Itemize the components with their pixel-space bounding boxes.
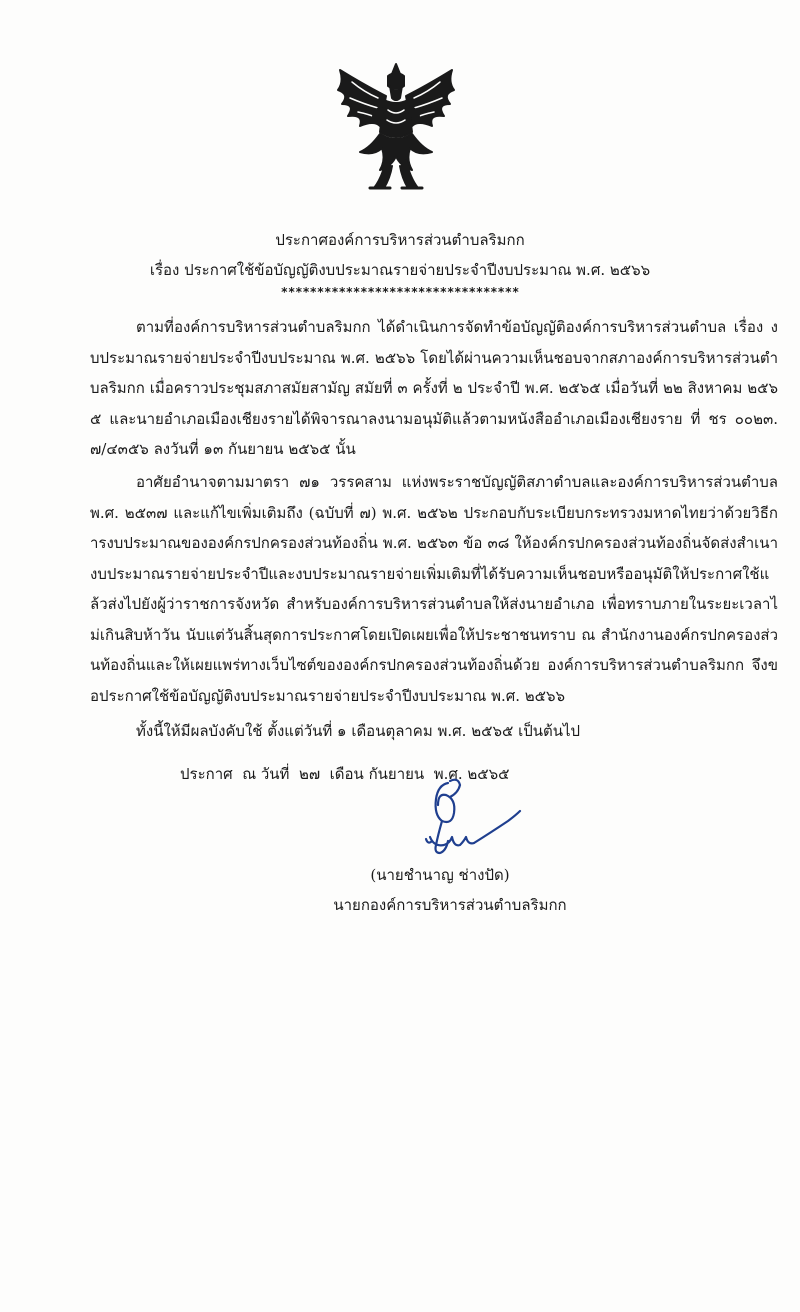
body-paragraph-2: อาศัยอำนาจตามมาตรา ๗๑ วรรคสาม แห่งพระราชบัญญัติสภาตำบลและองค์การบริหารส่วนตำบล พ.ศ. ๒๕๓๗ และแก้ไขเพิ่มเติมถึง (ฉบับที่ ๗) พ.ศ. ๒๕๖๒ ประกอบกับระเบียบกระทรวงมหาดไทยว่าด้วยวิธีการงบประมาณขององค์กรปกครองส่วนท้องถิ่น พ.ศ. ๒๕๖๓ ข้อ ๓๘ ให้องค์กรปกครองส่วนท้องถิ่นจัดส่งสำเนางบประมาณรายจ่ายประจำปีและงบประมาณรายจ่ายเพิ่มเติมที่ได้รับความเห็นชอบหรืออนุมัติให้ประกาศใช้แล้วส่งไปยังผู้ว่าราชการจังหวัด สำหรับองค์การบริหารส่วนตำบลให้ส่งนายอำเภอ เพื่อทราบภายในระยะเวลาไม่เกินสิบห้าวัน นับแต่วันสิ้นสุดการประกาศโดยเปิดเผยเพื่อให้ประชาชนทราบ ณ สำนักงานองค์กรปกครองส่วนท้องถิ่นและให้เผยแพร่ทางเว็บไซต์ขององค์กรปกครองส่วนท้องถิ่นด้วย องค์การบริหารส่วนตำบลริมกก จึงขอประกาศใช้ข้อบัญญัติงบประมาณรายจ่ายประจำปีงบประมาณ พ.ศ. ๒๕๖๖ [90,473,778,705]
announcement-heading: ประกาศองค์การบริหารส่วนตำบลริมกก [275,231,525,249]
announcement-date: ประกาศ ณ วันที่ ๒๗ เดือน กันยายน พ.ศ. ๒๕๖๕ [180,765,510,783]
effective-date-paragraph: ทั้งนี้ให้มีผลบังคับใช้ ตั้งแต่วันที่ ๑ เดือนตุลาคม พ.ศ. ๒๕๖๕ เป็นต้นไป [136,722,581,740]
signer-position: นายกองค์การบริหารส่วนตำบลริมกก [333,896,567,914]
star-separator: ********************************* [280,285,520,299]
signer-name: (นายชำนาญ ช่างปัด) [370,866,510,884]
body-paragraph-1: ตามที่องค์การบริหารส่วนตำบลริมกก ได้ดำเนินการจัดทำข้อบัญญัติองค์การบริหารส่วนตำบล เรื่อง งบประมาณรายจ่ายประจำปีงบประมาณ พ.ศ. ๒๕๖๖ โดยได้ผ่านความเห็นชอบจากสภาองค์การบริหารส่วนตำบลริมกก เมื่อคราวประชุมสภาสมัยสามัญ สมัยที่ ๓ ครั้งที่ ๒ ประจำปี พ.ศ. ๒๕๖๕ เมื่อวันที่ ๒๒ สิงหาคม ๒๕๖๕ และนายอำเภอเมืองเชียงรายได้พิจารณาลงนามอนุมัติแล้วตามหนังสืออำเภอเมืองเชียงราย ที่ ชร ๐๐๒๓.๗/๔๓๕๖ ลงวันที่ ๑๓ กันยายน ๒๕๖๕ นั้น [90,318,778,458]
handwritten-signature [408,775,528,860]
announcement-subject: เรื่อง ประกาศใช้ข้อบัญญัติงบประมาณรายจ่ายประจำปีงบประมาณ พ.ศ. ๒๕๖๖ [149,261,651,279]
garuda-emblem-icon [330,60,462,195]
